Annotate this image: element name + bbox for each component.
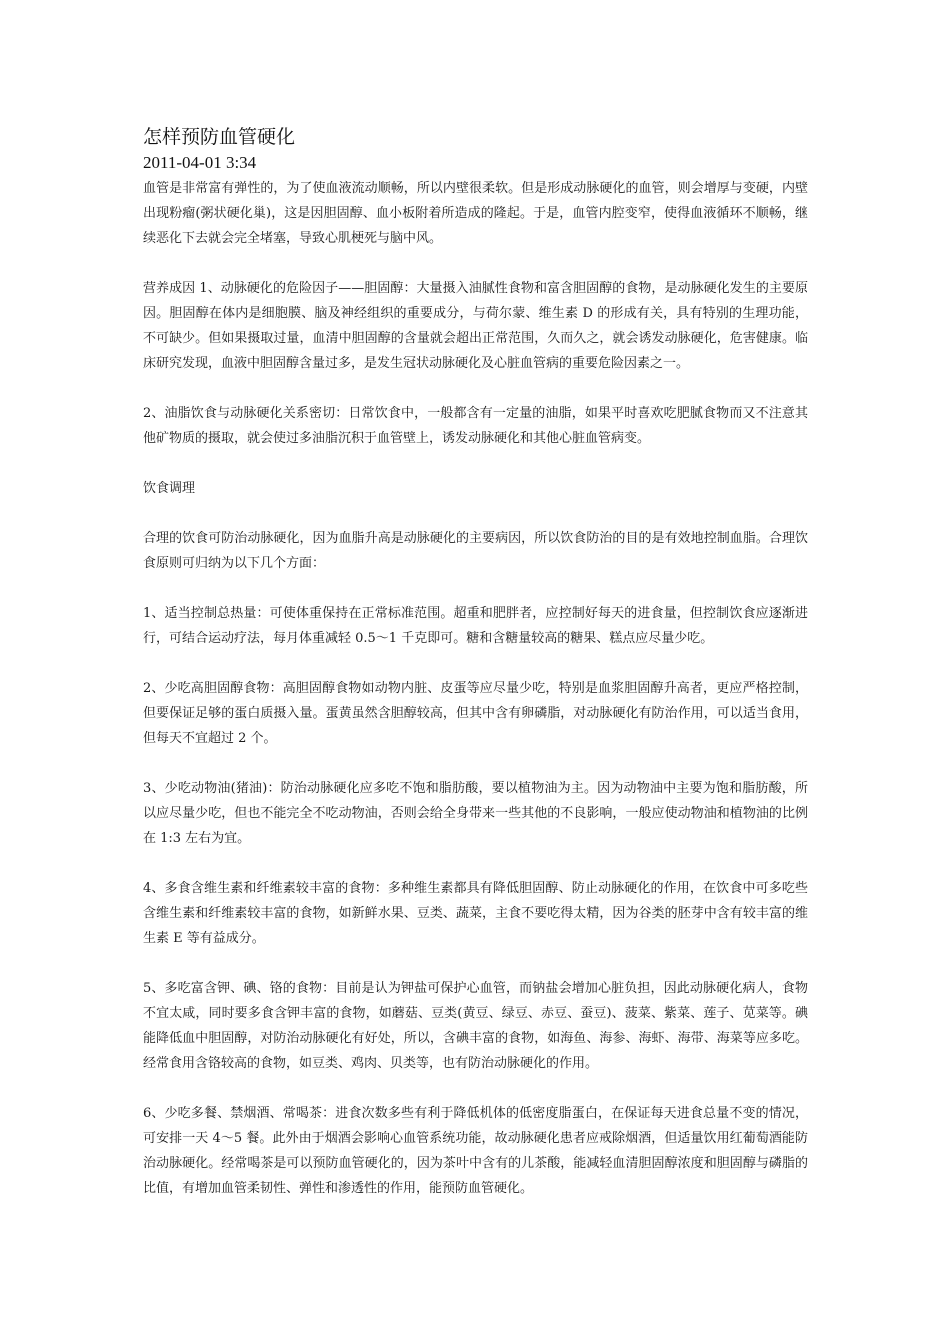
paragraph-oil-diet: 2、油脂饮食与动脉硬化关系密切：日常饮食中，一般都含有一定量的油脂，如果平时喜欢吃肥腻食物而又不注意其他矿物质的摄取，就会使过多油脂沉积于血管壁上，诱发动脉硬化和其他心脏血管病变。 (143, 406, 808, 446)
paragraph-gap (143, 251, 808, 276)
paragraph-item-6: 6、少吃多餐、禁烟酒、常喝茶：进食次数多些有利于降低机体的低密度脂蛋白，在保证每天进食总量不变的情况，可安排一天 4～5 餐。此外由于烟酒会影响心血管系统功能，故动脉硬化患者应戒除烟酒，但适量饮用红葡萄酒能防治动脉硬化。经常喝茶是可以预防血管硬化的，因为茶叶中含有的儿茶酸，能减轻血清胆固醇浓度和胆固醇与磷脂的比值，有增加血管柔韧性、弹性和渗透性的作用，能预防血管硬化。 (143, 1106, 808, 1196)
paragraph-intro: 血管是非常富有弹性的，为了使血液流动顺畅，所以内壁很柔软。但是形成动脉硬化的血管，则会增厚与变硬，内壁出现粉瘤(粥状硬化巢)，这是因胆固醇、血小板附着所造成的隆起。于是，血管内腔变窄，使得血液循环不顺畅，继续恶化下去就会完全堵塞，导致心肌梗死与脑中风。 (143, 181, 808, 246)
paragraph-gap (143, 501, 808, 526)
article-date: 2011-04-01 3:34 (143, 153, 257, 172)
paragraph-item-3: 3、少吃动物油(猪油)：防治动脉硬化应多吃不饱和脂肪酸，要以植物油为主。因为动物油中主要为饱和脂肪酸，所以应尽量少吃，但也不能完全不吃动物油，否则会给全身带来一些其他的不良影响，一般应使动物油和植物油的比例在 1:3 左右为宜。 (143, 781, 808, 846)
article-title: 怎样预防血管硬化 (143, 126, 296, 148)
paragraph-item-1: 1、适当控制总热量：可使体重保持在正常标准范围。超重和肥胖者，应控制好每天的进食量，但控制饮食应逐渐进行，可结合运动疗法，每月体重减轻 0.5～1 千克即可。糖和含糖量较高的糖果、糕点应尽量少吃。 (143, 606, 808, 646)
paragraph-cholesterol: 营养成因 1、动脉硬化的危险因子——胆固醇：大量摄入油腻性食物和富含胆固醇的食物，是动脉硬化发生的主要原因。胆固醇在体内是细胞膜、脑及神经组织的重要成分，与荷尔蒙、维生素 D 的形成有关，具有特别的生理功能，不可缺少。但如果摄取过量，血清中胆固醇的含量就会超出正常范围，久而久之，就会诱发动脉硬化，危害健康。临床研究发现，血液中胆固醇含量过多，是发生冠状动脉硬化及心脏血管病的重要危险因素之一。 (143, 281, 808, 371)
paragraph-gap (143, 651, 808, 676)
section-heading-diet: 饮食调理 (143, 481, 196, 496)
paragraph-gap (143, 376, 808, 401)
paragraph-gap (143, 951, 808, 976)
paragraph-gap (143, 851, 808, 876)
paragraph-item-2: 2、少吃高胆固醇食物：高胆固醇食物如动物内脏、皮蛋等应尽量少吃，特别是血浆胆固醇升高者，更应严格控制，但要保证足够的蛋白质摄入量。蛋黄虽然含胆醇较高，但其中含有卵磷脂，对动脉硬化有防治作用，可以适当食用，但每天不宜超过 2 个。 (143, 681, 808, 746)
article-body (143, 123, 808, 1201)
paragraph-gap (143, 751, 808, 776)
paragraph-gap (143, 576, 808, 601)
paragraph-gap (143, 1076, 808, 1101)
paragraph-item-4: 4、多食含维生素和纤维素较丰富的食物：多种维生素都具有降低胆固醇、防止动脉硬化的作用，在饮食中可多吃些含维生素和纤维素较丰富的食物，如新鲜水果、豆类、蔬菜，主食不要吃得太精，因为谷类的胚芽中含有较丰富的维生素 E 等有益成分。 (143, 881, 808, 946)
paragraph-gap (143, 451, 808, 476)
paragraph-item-5: 5、多吃富含钾、碘、铬的食物：目前是认为钾盐可保护心血管，而钠盐会增加心脏负担，因此动脉硬化病人，食物不宜太咸，同时要多食含钾丰富的食物，如蘑菇、豆类(黄豆、绿豆、赤豆、蚕豆)、菠菜、紫菜、莲子、苋菜等。碘能降低血中胆固醇，对防治动脉硬化有好处，所以，含碘丰富的食物，如海鱼、海参、海虾、海带、海菜等应多吃。经常食用含铬较高的食物，如豆类、鸡肉、贝类等，也有防治动脉硬化的作用。 (143, 981, 808, 1071)
paragraph-diet-principles: 合理的饮食可防治动脉硬化，因为血脂升高是动脉硬化的主要病因，所以饮食防治的目的是有效地控制血脂。合理饮食原则可归纳为以下几个方面： (143, 531, 808, 571)
